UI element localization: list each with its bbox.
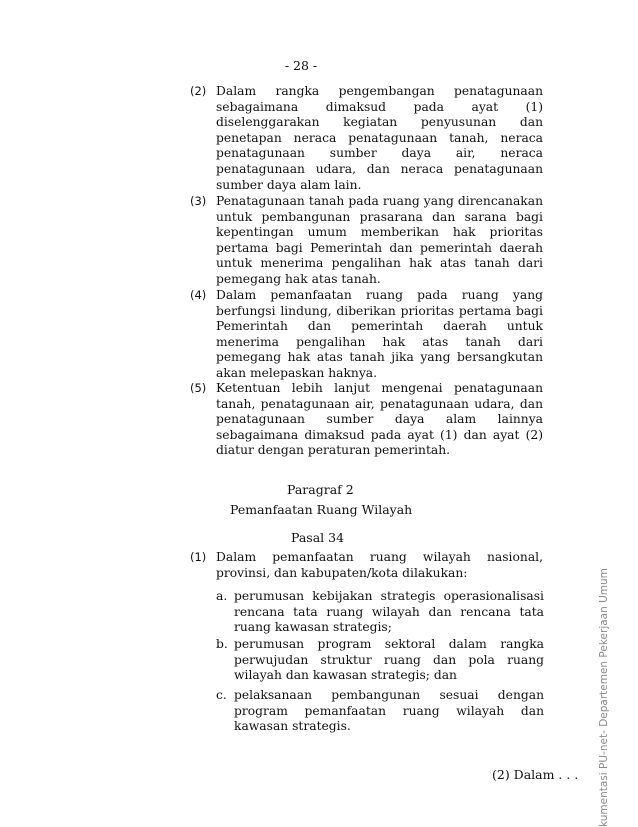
paragraph-text: Dalam pemanfaatan ruang wilayah nasional, provinsi, dan kabupaten/kota dilakukan:: [216, 550, 543, 580]
paragraf-heading: Paragraf 2: [287, 482, 354, 497]
paragraph-5: [190, 381, 543, 459]
paragraph-3: [190, 194, 543, 288]
list-item-letter: c.: [216, 688, 227, 702]
paragraph-number: (5): [190, 381, 207, 395]
list-item-text: perumusan program sektoral dalam rangka perwujudan struktur ruang dan pola ruang wilayah dan kawasan strategis; dan: [234, 637, 544, 683]
paragraph-2: [190, 84, 543, 193]
list-item-text: pelaksanaan pembangunan sesuai dengan program pemanfaatan ruang wilayah dan kawasan strategis.: [234, 688, 544, 734]
paragraph-text: Dalam pemanfaatan ruang pada ruang yang berfungsi lindung, diberikan prioritas pertama bagi Pemerintah dan pemerintah daerah untuk menerima pengalihan hak atas tanah dari pemegang hak atas tanah jika yang bersangkutan akan melepaskan haknya.: [216, 288, 543, 380]
list-item-letter: a.: [216, 589, 228, 603]
list-item-b: [216, 637, 544, 684]
pasal-paragraph-1: [190, 550, 543, 581]
list-item-c: [216, 688, 544, 735]
paragraf-title: Pemanfaatan Ruang Wilayah: [230, 502, 413, 517]
paragraph-text: Dalam rangka pengembangan penatagunaan sebagaimana dimaksud pada ayat (1) diselenggarakan kegiatan penyusunan dan penetapan neraca penatagunaan tanah, neraca penatagunaan sumber daya air, neraca penatagunaan udara, dan neraca penatagunaan sumber daya alam lain.: [216, 84, 543, 192]
paragraph-4: [190, 288, 543, 382]
list-item-letter: b.: [216, 637, 228, 651]
next-page-marker: (2) Dalam . . .: [492, 767, 579, 782]
paragraph-number: (1): [190, 550, 207, 564]
list-item-text: perumusan kebijakan strategis operasionalisasi rencana tata ruang wilayah dan rencana tata ruang kawasan strategis;: [234, 589, 544, 635]
paragraph-number: (4): [190, 288, 207, 302]
pasal-heading: Pasal 34: [291, 530, 345, 545]
page-number: - 28 -: [284, 58, 318, 73]
paragraph-number: (2): [190, 84, 207, 98]
list-item-a: [216, 589, 544, 636]
paragraph-text: Penatagunaan tanah pada ruang yang direncanakan untuk pembangunan prasarana dan sarana bagi kepentingan umum memberikan hak prioritas pertama bagi Pemerintah dan pemerintah daerah untuk menerima pengalihan hak atas tanah dari pemegang hak atas tanah.: [216, 194, 543, 286]
paragraph-number: (3): [190, 194, 207, 208]
paragraph-text: Ketentuan lebih lanjut mengenai penatagunaan tanah, penatagunaan air, penatagunaan udara, dan penatagunaan sumber daya alam lainnya sebagaimana dimaksud pada ayat (1) dan ayat (2) diatur dengan peraturan pemerintah.: [216, 381, 543, 458]
sidebar-watermark: kumentasi PU-net- Departemen Pekerjaan Umum: [598, 568, 610, 827]
